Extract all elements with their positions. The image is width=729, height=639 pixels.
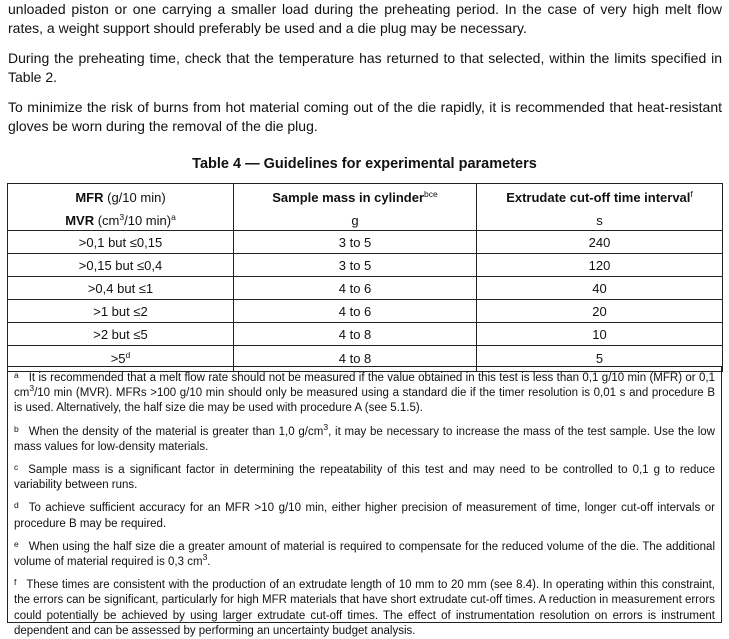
table-footnotes <box>7 366 722 637</box>
sample-mass: 4 to 6 <box>234 300 477 323</box>
cutoff-time: 40 <box>477 277 723 300</box>
table-header-row <box>8 184 723 211</box>
footnote: $^d$ To achieve sufficient accuracy for an MFR >10 g/10 min, either higher precision of measurement of time, longer cut-off intervals or procedure B may be required. <box>14 500 715 530</box>
footnote-ref: d <box>125 350 131 360</box>
sample-mass: 3 to 5 <box>234 254 477 277</box>
parameters-table <box>7 183 723 372</box>
mass-unit: g <box>234 210 477 231</box>
body-paragraph: During the preheating time, check that the temperature has returned to that selected, within the limits specified in Table 2. <box>8 50 722 85</box>
footnote: $^e$ When using the half size die a greater amount of material is required to compensate for the reduced volume of the die. The additional volume of material required is 0,3 $cm^3$. <box>14 538 715 569</box>
body-paragraph: To minimize the risk of burns from hot material coming out of the die rapidly, it is recommended that heat-resistant gloves be worn during the removal of the die plug. <box>8 99 722 134</box>
table-caption: Table 4 — Guidelines for experimental parameters <box>192 156 537 172</box>
sample-mass-header: Sample mass in cylinder$^{bce}$ <box>234 184 477 211</box>
table-row <box>8 254 723 277</box>
body-paragraph: unloaded piston or one carrying a smaller load during the preheating period. In the case of very high melt flow rates, a weight support should preferably be used and a die plug may be necessary. <box>8 1 722 36</box>
sample-mass: 3 to 5 <box>234 231 477 254</box>
mfr-range: $>5^d$ <box>8 346 234 372</box>
table-row <box>8 277 723 300</box>
table-row <box>8 300 723 323</box>
cutoff-time: 5 <box>477 346 723 372</box>
mfr-header-label: MFR (g/10 min) <box>75 189 166 205</box>
footnote: $^a$ It is recommended that a melt flow rate should not be measured if the value obtained in this test is less than 0,1 g/10 min (MFR) or 0,1 $cm^3/10$ min (MVR). MFRs >100 g/10 min should only be measured using a standard die if the timer resolution is 0,01 s and procedure B is used. Alternatively, the half size die may be used with procedure A (see 5.1.5). <box>14 370 715 415</box>
sample-mass: 4 to 8 <box>234 346 477 372</box>
sample-mass: 4 to 8 <box>234 323 477 346</box>
mfr-range: >1 but ≤2 <box>8 300 234 323</box>
mfr-range: >0,1 but ≤0,15 <box>8 231 234 254</box>
footnote-ref: bce <box>424 188 438 199</box>
footnote-ref: a <box>171 211 176 222</box>
cutoff-time: 240 <box>477 231 723 254</box>
time-unit: s <box>477 210 723 231</box>
table-row <box>8 323 723 346</box>
table-row <box>8 231 723 254</box>
cutoff-time-header: Extrudate cut-off time interval$^f$ <box>477 184 723 211</box>
footnote: $^b$ When the density of the material is greater than 1,0 $g/cm^3$, it may be necessary to increase the mass of the test sample. Use the low mass values for low-density materials. <box>14 421 715 453</box>
mfr-range: >0,15 but ≤0,4 <box>8 254 234 277</box>
table-units-row <box>8 210 723 231</box>
footnote: $^f$ These times are consistent with the production of an extrudate length of 10 mm to 20 mm (see 8.4). In operating within this constraint, the errors can be significant, particularly for high MFR materials that have short extrudate cut-off times. A reduction in measurement errors could potentially be achieved by using larger extrudate cut-off times. The effect of instrumentation resolution on errors is instrument dependent and can be assessed by performing an uncertainty budget analysis. <box>14 577 715 637</box>
cutoff-time: 10 <box>477 323 723 346</box>
mvr-header: MVR ($cm^3/10$ min)$^a$ <box>65 211 176 228</box>
cutoff-time: 20 <box>477 300 723 323</box>
footnote: $^c$ Sample mass is a significant factor in determining the repeatability of this test and may need to be controlled to 0,1 g to reduce variability between runs. <box>14 462 715 492</box>
footnote-ref: f <box>690 188 693 199</box>
mfr-range: >2 but ≤5 <box>8 323 234 346</box>
mfr-range: >0,4 but ≤1 <box>8 277 234 300</box>
cutoff-time: 120 <box>477 254 723 277</box>
mfr-header <box>8 184 234 211</box>
sample-mass: 4 to 6 <box>234 277 477 300</box>
